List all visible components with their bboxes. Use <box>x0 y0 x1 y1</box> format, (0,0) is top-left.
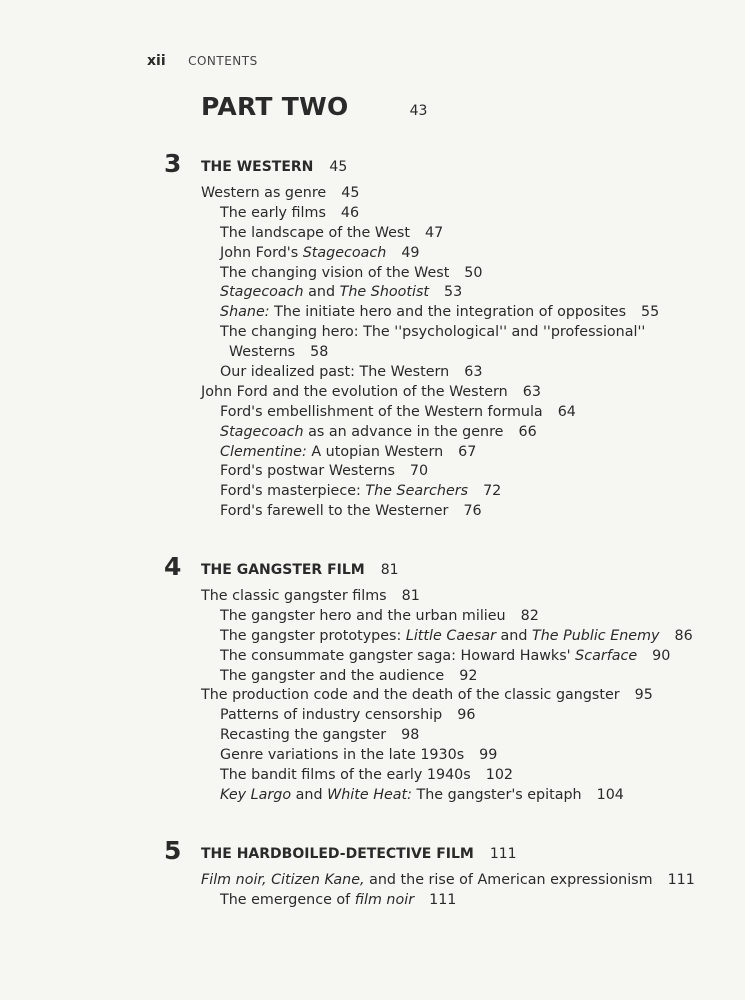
toc-subentry: The gangster and the audience 92 <box>220 667 478 684</box>
toc-subentry: Key Largo and White Heat: The gangster's epitaph 104 <box>220 786 624 803</box>
part-heading <box>201 92 427 121</box>
part-page: 43 <box>409 103 428 119</box>
toc-subentry: The gangster prototypes: Little Caesar and The Public Enemy 86 <box>220 627 693 644</box>
toc-subentry: Patterns of industry censorship 96 <box>220 707 476 724</box>
chapter-title: THE WESTERN <box>201 159 314 175</box>
toc-subentry: Recasting the gangster 98 <box>220 727 420 744</box>
chapter-number: 4 <box>164 552 182 581</box>
chapter-page: 111 <box>489 846 517 862</box>
chapter-4-entries <box>201 587 693 806</box>
toc-subentry: Stagecoach and The Shootist 53 <box>220 284 463 301</box>
toc-entry: Western as genre 45 <box>201 185 360 201</box>
toc-subentry: Clementine: A utopian Western 67 <box>220 443 477 460</box>
toc-subentry: Ford's masterpiece: The Searchers 72 <box>220 483 502 500</box>
toc-subentry: Shane: The initiate hero and the integration of opposites 55 <box>220 304 660 321</box>
running-header <box>147 53 258 69</box>
toc-subentry: The bandit films of the early 1940s 102 <box>220 767 514 784</box>
toc-subentry: Ford's embellishment of the Western formula 64 <box>220 403 576 420</box>
toc-entry: The classic gangster films 81 <box>201 588 420 604</box>
chapter-page: 45 <box>329 159 348 175</box>
chapter-number: 3 <box>164 149 182 178</box>
toc-subentry: Genre variations in the late 1930s 99 <box>220 747 498 764</box>
chapter-title: THE HARDBOILED-DETECTIVE FILM <box>201 846 474 862</box>
part-title: PART TWO <box>201 92 349 121</box>
page-number: xii <box>147 53 166 69</box>
toc-subentry: John Ford's Stagecoach 49 <box>220 244 420 261</box>
chapter-title: THE GANGSTER FILM <box>201 562 365 578</box>
toc-subentry: The gangster hero and the urban milieu 82 <box>220 607 539 624</box>
toc-subentry: The emergence of film noir 111 <box>220 891 457 908</box>
chapter-5-entries <box>201 871 695 911</box>
toc-entry: The production code and the death of the classic gangster 95 <box>201 687 653 704</box>
chapter-page: 81 <box>380 562 399 578</box>
toc-subentry: The consummate gangster saga: Howard Hawks' Scarface 90 <box>220 647 671 664</box>
toc-entry: John Ford and the evolution of the Western 63 <box>201 383 541 400</box>
chapter-3-entries <box>201 184 659 522</box>
toc-subentry: The landscape of the West 47 <box>220 224 444 241</box>
chapter-number: 5 <box>164 836 182 865</box>
toc-subentry: Ford's farewell to the Westerner 76 <box>220 503 482 520</box>
toc-subentry: The changing vision of the West 50 <box>220 264 483 281</box>
toc-subentry: Our idealized past: The Western 63 <box>220 364 483 381</box>
toc-subentry: The changing hero: The ''psychological'' and ''professional'' <box>220 324 646 341</box>
toc-subentry: Stagecoach as an advance in the genre 66 <box>220 423 537 440</box>
running-head-label: CONTENTS <box>188 54 258 68</box>
toc-subentry: Ford's postwar Westerns 70 <box>220 463 429 480</box>
toc-entry: Film noir, Citizen Kane, and the rise of American expressionism 111 <box>201 872 695 888</box>
toc-subentry: The early films 46 <box>220 204 360 221</box>
toc-subentry-continuation: Westerns 58 <box>229 344 329 361</box>
